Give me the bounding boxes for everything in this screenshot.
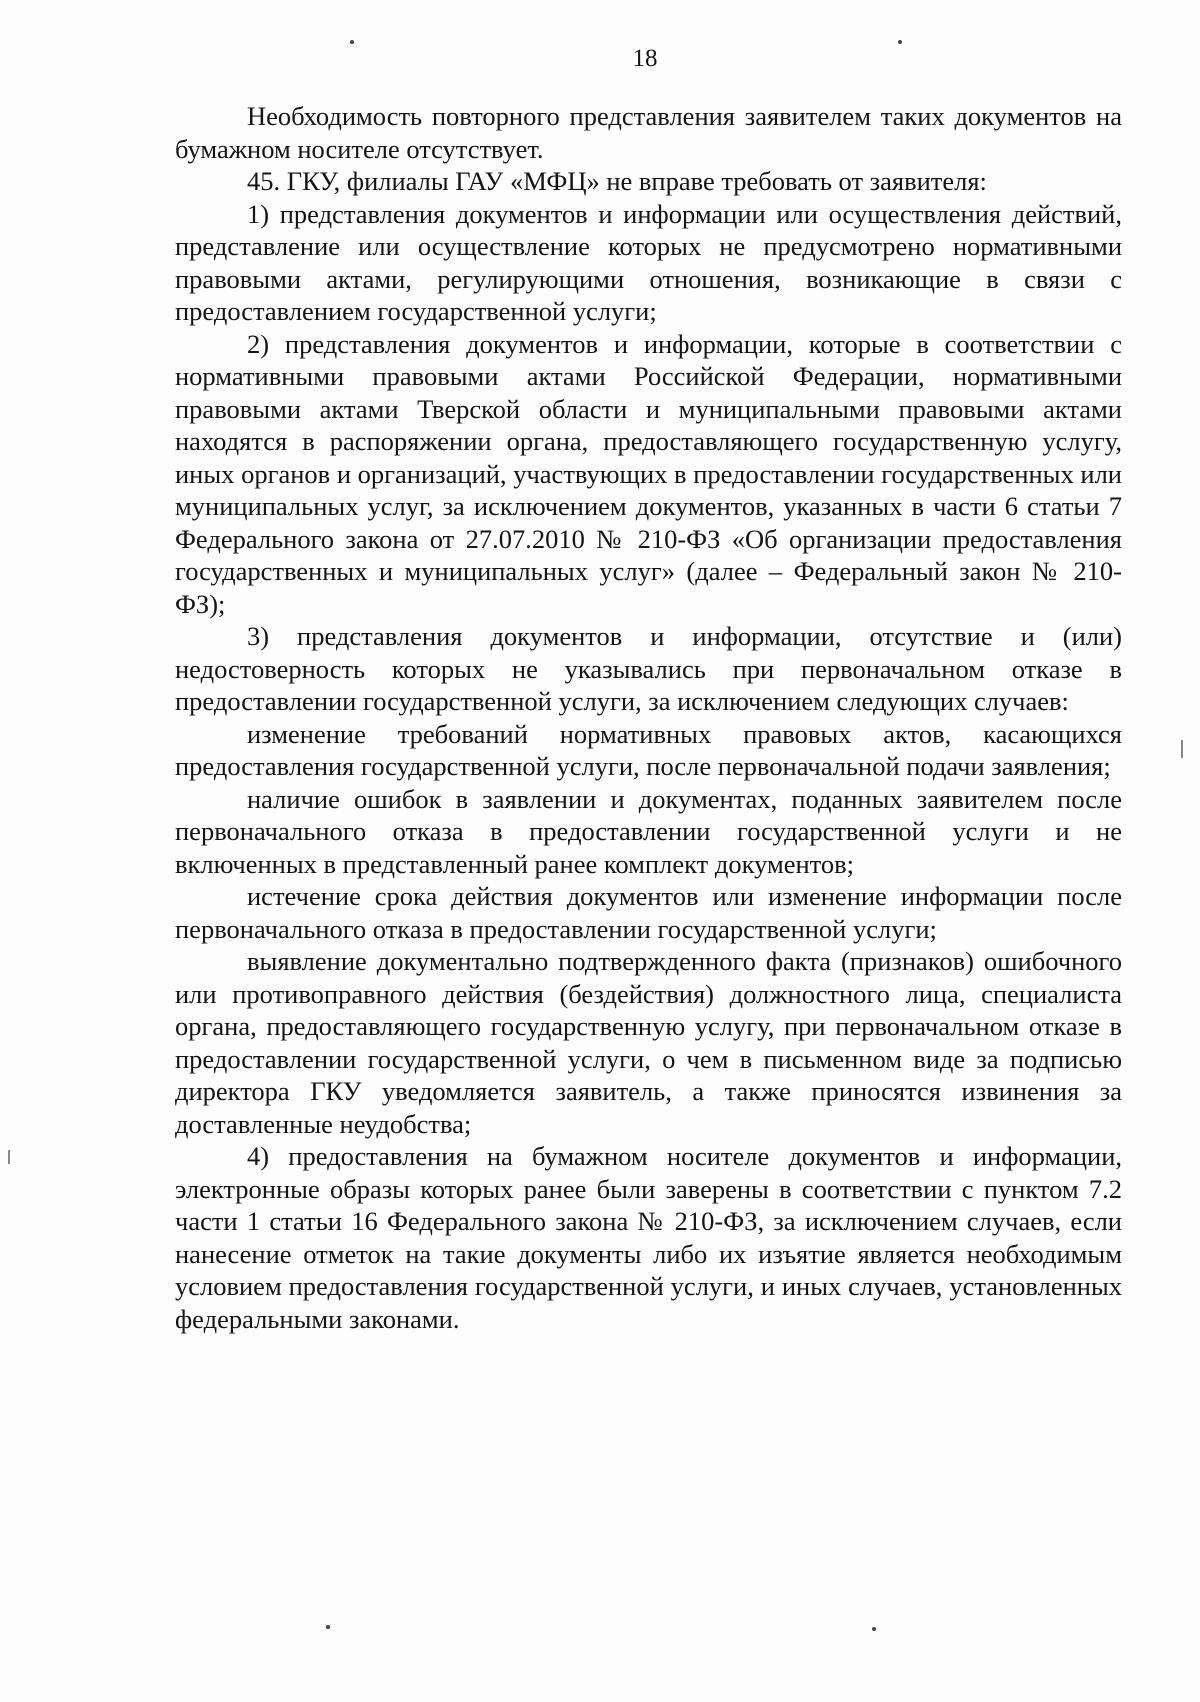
paragraph-case-requirements-change: изменение требований нормативных правовых актов, касающихся предоставления государственной услуги, после первоначальной подачи заявления; xyxy=(175,718,1122,781)
paragraph-subitem-1: 1) представления документов и информации или осуществления действий, представление или осуществление которых не предусмотрено нормативными правовыми актами, регулирующими отношения, возникающие в связи с предоставлением государственной услуги; xyxy=(175,198,1122,326)
paragraph-subitem-3: 3) представления документов и информации, отсутствие и (или) недостоверность которых не указывались при первоначальном отказе в предоставлении государственной услуги, за исключением следующих случаев: xyxy=(175,621,1122,716)
scan-speck xyxy=(872,1627,876,1631)
paragraph-case-errors: наличие ошибок в заявлении и документах, поданных заявителем после первоначального отказа в предоставлении государственной услуги и не включенных в представленный ранее комплект документов; xyxy=(175,783,1122,879)
document-body xyxy=(175,100,1122,1335)
paragraph-subitem-2: 2) представления документов и информации, которые в соответствии с нормативными правовыми актами Российской Федерации, нормативными правовыми актами Тверской области и муниципальными правовыми актами находятся в распоряжении органа, предоставляющего государственную услугу, иных органов и организаций, участвующих в предоставлении государственных или муниципальных услуг, за исключением документов, указанных в части 6 статьи 7 Федерального закона от 27.07.2010 № 210-ФЗ «Об организации предоставления государственных и муниципальных услуг» (далее – Федеральный закон № 210-ФЗ); xyxy=(175,328,1122,619)
paragraph-case-official-error: выявление документально подтвержденного факта (признаков) ошибочного или противоправного действия (бездействия) должностного лица, специалиста органа, предоставляющего государственную услугу, при первоначальном отказе в предоставлении государственной услуги, о чем в письменном виде за подписью директора ГКУ уведомляется заявитель, а также приносятся извинения за доставленные неудобства; xyxy=(175,946,1122,1139)
paragraph-continuation: Необходимость повторного представления заявителем таких документов на бумажном носителе отсутствует. xyxy=(175,101,1122,164)
scan-speck xyxy=(350,40,354,44)
scan-edge-mark xyxy=(8,1150,10,1164)
paragraph-item-45: 45. ГКУ, филиалы ГАУ «МФЦ» не вправе требовать от заявителя: xyxy=(247,166,987,196)
paragraph-subitem-4: 4) предоставления на бумажном носителе документов и информации, электронные образы которых ранее были заверены в соответствии с пунктом 7.2 части 1 статьи 16 Федерального закона № 210-ФЗ, за исключением случаев, если нанесение отметок на такие документы либо их изъятие является необходимым условием предоставления государственной услуги, и иных случаев, установленных федеральными законами. xyxy=(175,1141,1122,1334)
scan-speck xyxy=(898,40,902,44)
scan-speck xyxy=(326,1625,330,1629)
scan-edge-mark xyxy=(1181,740,1183,758)
page-number: 18 xyxy=(632,45,658,72)
paragraph-case-expiry: истечение срока действия документов или изменение информации после первоначального отказа в предоставлении государственной услуги; xyxy=(175,881,1122,944)
